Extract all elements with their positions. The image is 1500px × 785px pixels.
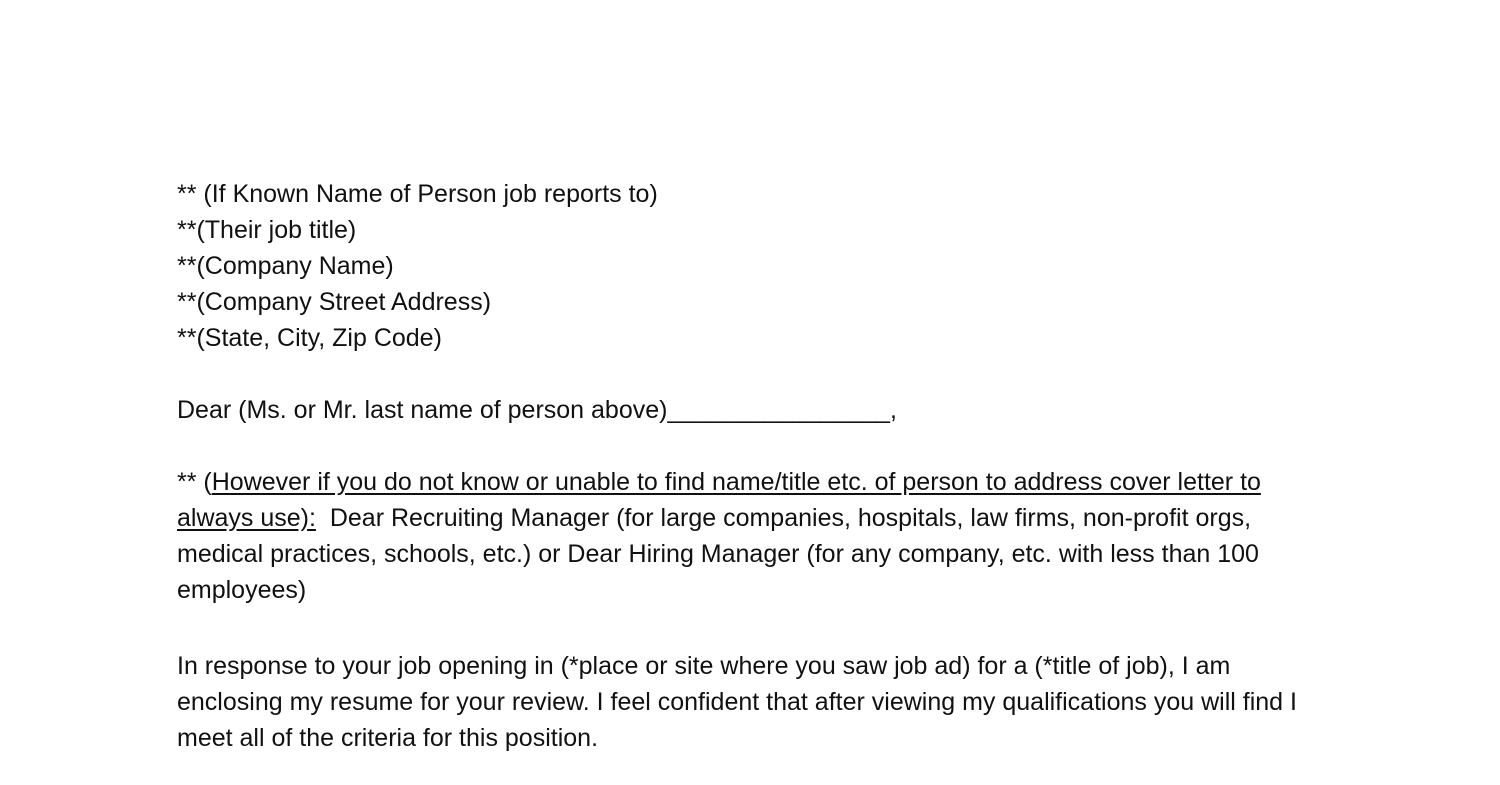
spacer bbox=[177, 608, 1337, 648]
note-prefix: ** ( bbox=[177, 468, 212, 496]
salutation-text: Dear (Ms. or Mr. last name of person above) bbox=[177, 396, 668, 424]
spacer bbox=[177, 428, 1337, 464]
salutation-note bbox=[177, 464, 1337, 608]
recipient-address-block bbox=[177, 176, 1337, 356]
address-line-job-title: **(Their job title) bbox=[177, 216, 357, 244]
spacer bbox=[177, 356, 1337, 392]
letter-content bbox=[177, 176, 1337, 756]
body-paragraph: In response to your job opening in (*place or site where you saw job ad) for a (*title of job), I am enclosing my resume for your review. I feel confident that after viewing my qualifications you will find I meet all of the criteria for this position. bbox=[177, 652, 1297, 752]
address-line-city-state-zip: **(State, City, Zip Code) bbox=[177, 324, 442, 352]
note-underlined-instruction: However if you do not know or unable to find name/title etc. of person to address cover letter to always use): bbox=[177, 468, 1261, 532]
address-line-name: ** (If Known Name of Person job reports to) bbox=[177, 180, 658, 208]
salutation-blank: ________________ bbox=[667, 396, 890, 424]
salutation bbox=[177, 392, 1337, 428]
salutation-comma: , bbox=[889, 396, 897, 424]
address-line-company: **(Company Name) bbox=[177, 252, 394, 280]
note-body: Dear Recruiting Manager (for large companies, hospitals, law firms, non-profit orgs, medical practices, schools, etc.) or Dear Hiring Manager (for any company, etc. with less than 100 employees) bbox=[177, 504, 1266, 604]
address-line-street: **(Company Street Address) bbox=[177, 288, 492, 316]
